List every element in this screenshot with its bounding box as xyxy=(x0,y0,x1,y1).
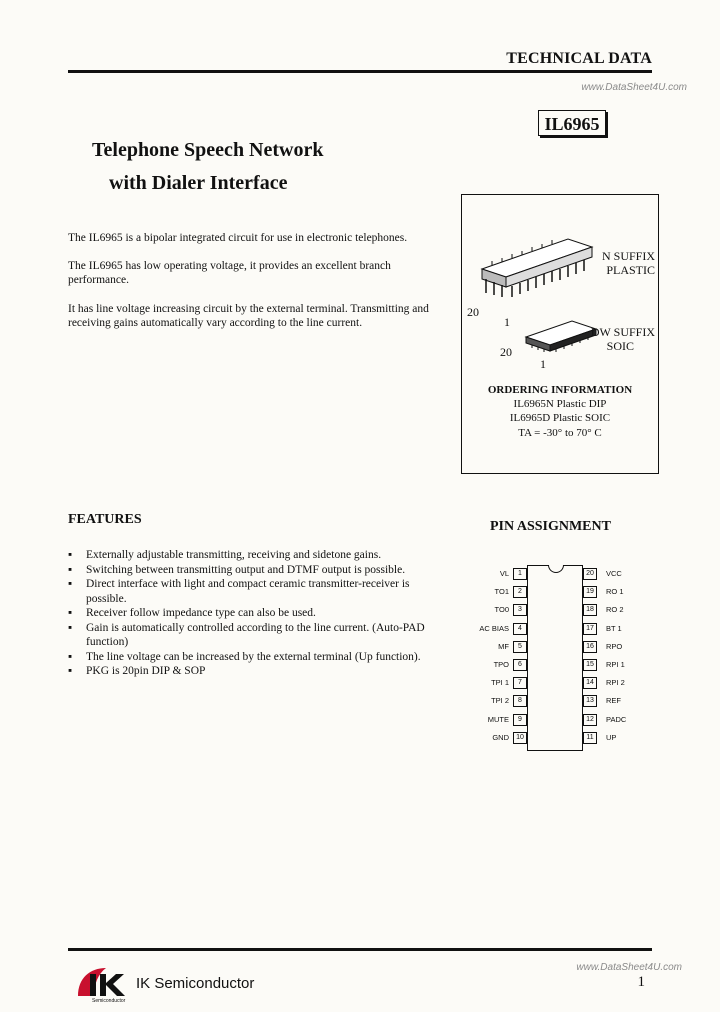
soic-suffix: DW SUFFIX xyxy=(590,325,655,339)
bullet-icon: ▪ xyxy=(68,650,73,663)
pin-number: 2 xyxy=(513,586,527,598)
pinout-chip-body xyxy=(527,565,583,751)
pin-name: RO 2 xyxy=(606,605,624,615)
pin-name: RPI 1 xyxy=(606,660,625,669)
part-number-box: IL6965 xyxy=(538,110,606,136)
pin-name: TPI 2 xyxy=(491,696,509,706)
pin-name: TPI 1 xyxy=(491,678,509,688)
header-watermark: www.DataSheet4U.com xyxy=(581,82,687,93)
list-item: ▪ Externally adjustable transmitting, receiving and sidetone gains. xyxy=(68,549,382,561)
pin-name: RPO xyxy=(606,641,623,651)
pin-number: 18 xyxy=(583,604,597,616)
description-paragraph: It has line voltage increasing circuit by the external terminal. Transmitting and receiving gains automatically vary according to the line current. xyxy=(68,303,429,329)
pin-number: 8 xyxy=(513,695,527,707)
pin-number: 12 xyxy=(583,714,597,726)
dip-suffix: N SUFFIX xyxy=(601,249,655,263)
pin-number: 15 xyxy=(583,659,597,671)
pin-name: RPI 2 xyxy=(606,678,625,688)
pin-name: TO0 xyxy=(494,605,509,615)
header-title: TECHNICAL DATA xyxy=(506,50,652,67)
pin-assignment-heading: PIN ASSIGNMENT xyxy=(490,519,611,534)
pin-name: PADC xyxy=(606,714,627,724)
pin-number: 1 xyxy=(513,568,527,580)
bullet-icon: ▪ xyxy=(68,665,73,677)
ik-logo xyxy=(76,966,130,1000)
features-list xyxy=(68,548,448,679)
chip-notch xyxy=(548,565,564,573)
list-item: ▪ Direct interface with light and compact ceramic transmitter-receiver is possible. xyxy=(68,578,410,605)
page-number: 1 xyxy=(637,974,645,990)
pin-name: RO 1 xyxy=(606,587,624,597)
ordering-line: IL6965D Plastic SOIC xyxy=(509,412,611,424)
pin-name: VL xyxy=(499,569,509,578)
pin-name: GND xyxy=(492,732,509,742)
pin-number: 9 xyxy=(513,714,527,726)
soic-type: SOIC xyxy=(606,339,634,353)
logo-subtext: Semiconductor xyxy=(92,998,126,1004)
pin-number: 7 xyxy=(513,677,527,689)
pin-number: 11 xyxy=(583,732,597,744)
pin-number: 4 xyxy=(513,623,527,635)
pin-number: 3 xyxy=(513,604,527,616)
pin-name: MUTE xyxy=(487,714,509,724)
bullet-icon: ▪ xyxy=(68,621,73,634)
description-paragraph: The IL6965 has low operating voltage, it provides an excellent branch performance. xyxy=(68,260,391,286)
dip-package-drawing xyxy=(472,225,612,305)
pin-number: 16 xyxy=(583,641,597,653)
doc-title-line2: with Dialer Interface xyxy=(109,172,288,194)
list-item: ▪ Receiver follow impedance type can also be used. xyxy=(68,607,316,619)
ordering-temp-range: TA = -30° to 70° C xyxy=(518,427,602,439)
soic-pin-first: 1 xyxy=(540,357,546,371)
pin-name: MF xyxy=(498,641,509,651)
features-heading: FEATURES xyxy=(68,512,142,527)
footer-watermark: www.DataSheet4U.com xyxy=(576,962,682,973)
bullet-icon: ▪ xyxy=(68,549,73,561)
list-item: ▪ Switching between transmitting output and DTMF output is possible. xyxy=(68,563,406,576)
pin-name: TO1 xyxy=(494,587,509,597)
doc-title-line1: Telephone Speech Network xyxy=(92,139,324,161)
ordering-heading: ORDERING INFORMATION xyxy=(487,384,633,396)
company-name: IK Semiconductor xyxy=(136,975,255,992)
pin-number: 14 xyxy=(583,677,597,689)
pin-number: 19 xyxy=(583,586,597,598)
dip-pin-first: 1 xyxy=(504,315,510,329)
pin-number: 10 xyxy=(513,732,527,744)
pin-name: TPO xyxy=(493,660,509,669)
pin-name: BT 1 xyxy=(606,623,622,633)
pin-number: 5 xyxy=(513,641,527,653)
pin-name: UP xyxy=(606,732,617,742)
soic-pin-last: 20 xyxy=(500,345,512,359)
pin-number: 6 xyxy=(513,659,527,671)
pin-number: 20 xyxy=(583,568,597,580)
bullet-icon: ▪ xyxy=(68,578,73,590)
dip-type: PLASTIC xyxy=(606,263,655,277)
pin-name: REF xyxy=(606,696,621,706)
ordering-line: IL6965N Plastic DIP xyxy=(513,398,607,410)
dip-pin-last: 20 xyxy=(467,305,479,319)
footer-rule xyxy=(68,948,652,951)
header-rule xyxy=(68,70,652,73)
bullet-icon: ▪ xyxy=(68,607,73,619)
bullet-icon: ▪ xyxy=(68,563,73,576)
list-item: ▪ Gain is automatically controlled according to the line current. (Auto-PAD function) xyxy=(68,621,425,648)
pin-number: 17 xyxy=(583,623,597,635)
list-item: ▪ The line voltage can be increased by the external terminal (Up function). xyxy=(68,650,421,663)
description-paragraph: The IL6965 is a bipolar integrated circuit for use in electronic telephones. xyxy=(68,232,408,244)
pin-name: AC BIAS xyxy=(479,623,509,633)
pin-name: VCC xyxy=(606,569,622,578)
list-item: ▪ PKG is 20pin DIP & SOP xyxy=(68,665,206,677)
pin-number: 13 xyxy=(583,695,597,707)
